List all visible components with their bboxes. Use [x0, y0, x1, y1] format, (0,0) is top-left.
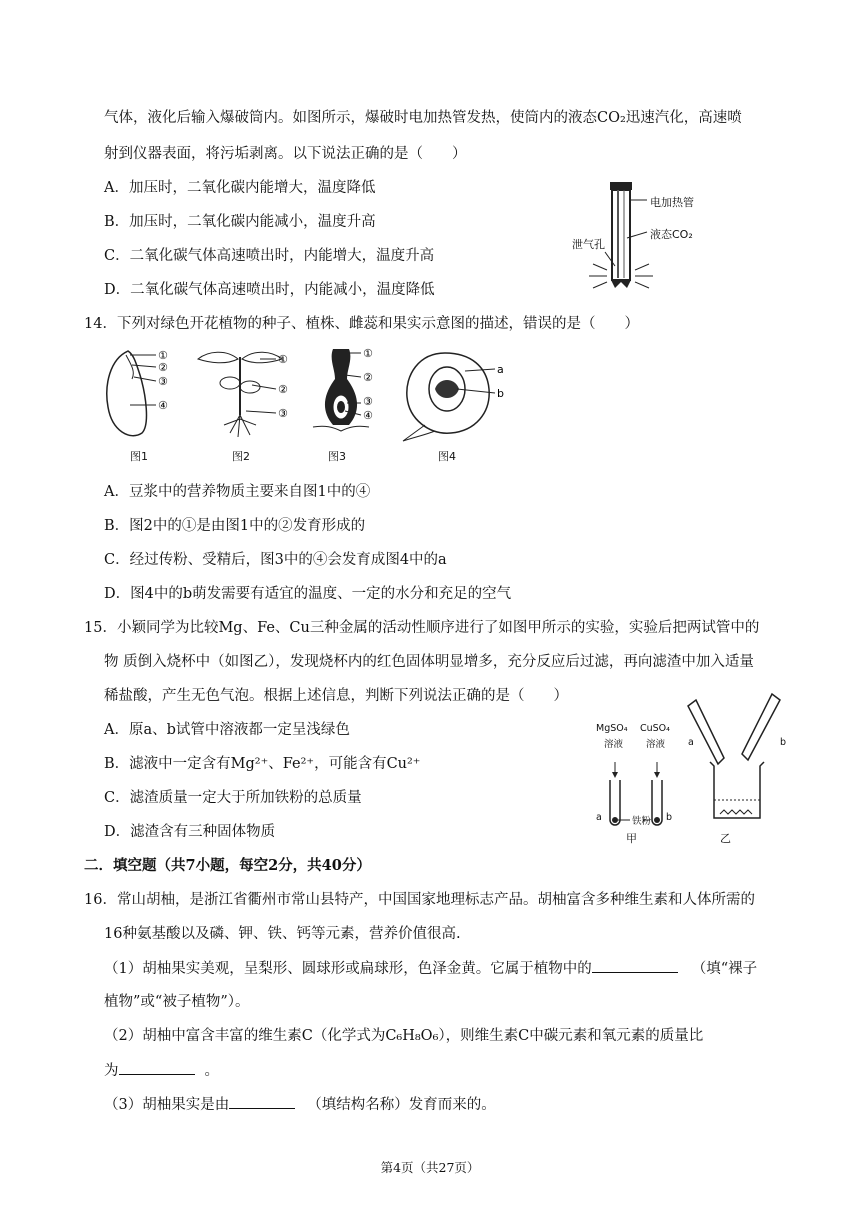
- q16-part2-prefix: 为: [104, 1063, 119, 1079]
- q14-option-a: A．豆浆中的营养物质主要来自图1中的④: [104, 484, 371, 500]
- q15-mgso4-solution-label: 溶液: [604, 739, 624, 750]
- q14-fig1-marker-2: ②: [158, 361, 168, 374]
- q13-option-d: D．二氧化碳气体高速喷出时，内能减小，温度降低: [104, 282, 435, 298]
- q16-part3-text: （3）胡柚果实是由: [104, 1097, 230, 1113]
- q15-mgso4-label: MgSO₄: [596, 723, 628, 734]
- page-footer: 第4页（共27页）: [380, 1160, 480, 1175]
- q15-line3: 稀盐酸，产生无色气泡。根据上述信息，判断下列说法正确的是（ ）: [104, 688, 568, 704]
- q16-part3-hint: （填结构名称）发育而来的。: [307, 1097, 496, 1113]
- q15-caption-yi: 乙: [720, 832, 731, 845]
- q14-fig2-marker-1: ①: [278, 353, 288, 366]
- q15-line1: 15．小颖同学为比较Mg、Fe、Cu三种金属的活动性顺序进行了如图甲所示的实验，实验后把两试管中的: [84, 620, 760, 636]
- q14-fig1-marker-4: ④: [158, 399, 168, 412]
- q15-option-c: C．滤渣质量一定大于所加铁粉的总质量: [104, 790, 362, 806]
- q16-line2: 16种氨基酸以及磷、钾、铁、钙等元素，营养价值很高.: [104, 926, 461, 942]
- q14-fig1-marker-3: ③: [158, 375, 168, 388]
- q16-part2-answer-blank[interactable]: [119, 1060, 195, 1075]
- q15-cuso4-solution-label: 溶液: [646, 739, 666, 750]
- q14-fig2-marker-2: ②: [278, 383, 288, 396]
- q15-option-d: D．滤渣含有三种固体物质: [104, 824, 276, 840]
- q13-option-a: A．加压时，二氧化碳内能增大，温度降低: [104, 180, 376, 196]
- q14-fig2-plant: [190, 345, 300, 445]
- q13-option-c: C．二氧化碳气体高速喷出时，内能增大，温度升高: [104, 248, 435, 264]
- q15-caption-jia: 甲: [626, 832, 637, 845]
- section2-title: 二．填空题（共7小题，每空2分，共40分）: [84, 857, 371, 874]
- q14-stem: 14．下列对绿色开花植物的种子、植株、雌蕊和果实示意图的描述，错误的是（ ）: [84, 316, 639, 332]
- q16-part3-answer-blank[interactable]: [229, 1094, 295, 1109]
- q14-fig2-marker-3: ③: [278, 407, 288, 420]
- q13-option-b: B．加压时，二氧化碳内能减小，温度升高: [104, 214, 376, 230]
- q14-caption-fig4: 图4: [438, 450, 456, 463]
- q14-fig3-pistil: [305, 345, 385, 445]
- q14-caption-fig2: 图2: [232, 450, 250, 463]
- q15-fig-yi-beaker: [680, 690, 790, 830]
- q15-line2: 物 质倒入烧杯中（如图乙），发现烧杯内的红色固体明显增多，充分反应后过滤，再向滤渣中加入适量: [104, 654, 754, 670]
- q13-heater-label: 电加热管: [650, 196, 694, 209]
- q16-part2-line2: [104, 1060, 219, 1081]
- q14-caption-fig3: 图3: [328, 450, 346, 463]
- q14-fig3-marker-4: ④: [363, 409, 373, 422]
- q15-option-a: A．原a、b试管中溶液都一定呈浅绿色: [104, 722, 350, 738]
- q16-part2-line1: （2）胡柚中富含丰富的维生素C（化学式为C₆H₈O₆），则维生素C中碳元素和氧元素的质量比: [104, 1028, 704, 1044]
- q16-part2-suffix: 。: [204, 1063, 219, 1079]
- q14-fig4-fruit: [395, 345, 515, 445]
- q15-fig-yi-tube-b: b: [780, 737, 787, 748]
- q15-fig-yi-tube-a: a: [688, 737, 694, 748]
- q16-part1-text: （1）胡柚果实美观，呈梨形、圆球形或扁球形，色泽金黄。它属于植物中的: [104, 961, 592, 977]
- q15-option-b: B．滤液中一定含有Mg²⁺、Fe²⁺，可能含有Cu²⁺: [104, 756, 421, 772]
- q13-line2: 射到仪器表面，将污垢剥离。以下说法正确的是（ ）: [104, 146, 467, 162]
- q16-part1-line1: [104, 958, 757, 979]
- q16-part1-line2: 植物”或“被子植物”）。: [104, 994, 250, 1010]
- q14-fig1-seed: [100, 345, 180, 445]
- q14-fig3-marker-1: ①: [363, 347, 373, 360]
- q14-fig3-marker-3: ③: [363, 395, 373, 408]
- q14-option-d: D．图4中的b萌发需要有适宜的温度、一定的水分和充足的空气: [104, 586, 512, 602]
- q16-line1: 16．常山胡柚，是浙江省衢州市常山县特产，中国国家地理标志产品。胡柚富含多种维生素和人体所需的: [84, 892, 755, 908]
- q14-fig3-marker-2: ②: [363, 371, 373, 384]
- q14-fig1-marker-1: ①: [158, 349, 168, 362]
- q13-vent-label: 泄气孔: [572, 238, 605, 251]
- q14-caption-fig1: 图1: [130, 450, 148, 463]
- q14-fig4-label-a: a: [497, 363, 504, 376]
- q13-liquid-co2-label: 液态CO₂: [650, 228, 693, 241]
- q15-iron-powder-label: 铁粉: [632, 816, 652, 827]
- q14-fig4-label-b: b: [497, 387, 504, 400]
- q15-fig-jia-tube-a: a: [596, 812, 602, 823]
- q14-option-c: C．经过传粉、受精后，图3中的④会发育成图4中的a: [104, 552, 447, 568]
- q16-part3-line: [104, 1094, 496, 1115]
- q15-cuso4-label: CuSO₄: [640, 723, 670, 734]
- q16-part1-hint: （填“裸子: [691, 961, 758, 977]
- q14-option-b: B．图2中的①是由图1中的②发育形成的: [104, 518, 366, 534]
- q13-line1: 气体，液化后输入爆破筒内。如图所示，爆破时电加热管发热，使筒内的液态CO₂迅速汽化，高速喷: [104, 110, 742, 126]
- q15-fig-jia-tube-b: b: [666, 812, 673, 823]
- q16-part1-answer-blank[interactable]: [592, 958, 678, 973]
